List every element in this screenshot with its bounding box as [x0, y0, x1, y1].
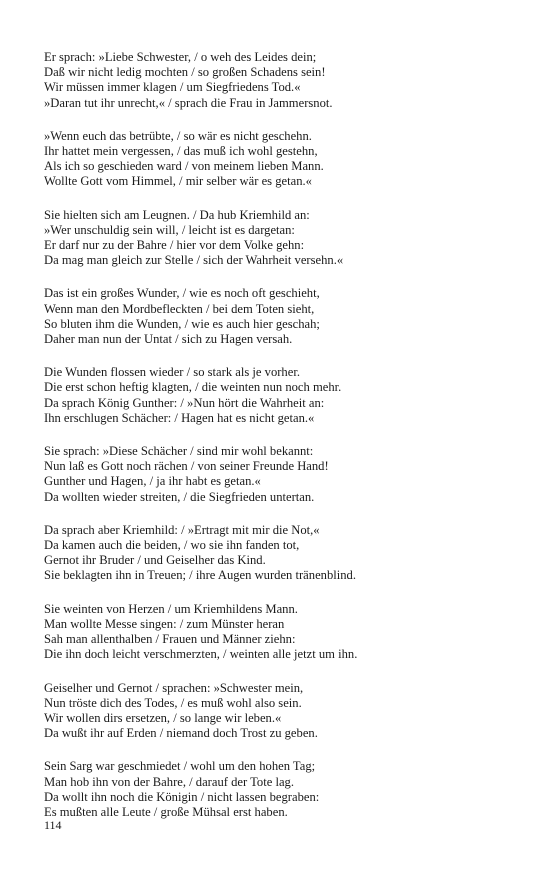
verse-line: Die ihn doch leicht verschmerzten, / weinten alle jetzt um ihn.: [44, 647, 358, 662]
verse-line: Sah man allenthalben / Frauen und Männer ziehn:: [44, 632, 296, 647]
poem-page: [44, 50, 514, 838]
verse-line: Wir wollen dirs ersetzen, / so lange wir leben.«: [44, 710, 282, 725]
verse-line: Gunther und Hagen, / ja ihr habt es getan.«: [44, 474, 261, 489]
stanza-5: [44, 365, 514, 426]
stanza-3: [44, 208, 514, 269]
verse-line: Die erst schon heftig klagten, / die weinten nun noch mehr.: [44, 380, 342, 395]
verse-line: Wir müssen immer klagen / um Siegfriedens Tod.«: [44, 80, 301, 95]
verse-line: Es mußten alle Leute / große Mühsal erst haben.: [44, 804, 288, 819]
page-number: 114: [44, 818, 62, 832]
verse-line: Als ich so geschieden ward / von meinem lieben Mann.: [44, 159, 324, 174]
verse-line: Da mag man gleich zur Stelle / sich der Wahrheit versehn.«: [44, 253, 344, 268]
verse-line: Das ist ein großes Wunder, / wie es noch oft geschieht,: [44, 286, 320, 301]
verse-line: Gernot ihr Bruder / und Geiselher das Kind.: [44, 553, 266, 568]
verse-line: Sie beklagten ihn in Treuen; / ihre Augen wurden tränenblind.: [44, 568, 356, 583]
verse-line: Sie hielten sich am Leugnen. / Da hub Kriemhild an:: [44, 207, 310, 222]
verse-line: »Daran tut ihr unrecht,« / sprach die Frau in Jammersnot.: [44, 95, 333, 110]
verse-line: Wollte Gott vom Himmel, / mir selber wär es getan.«: [44, 174, 312, 189]
verse-line: Geiselher und Gernot / sprachen: »Schwester mein,: [44, 680, 304, 695]
verse-line: Sie weinten von Herzen / um Kriemhildens Mann.: [44, 601, 298, 616]
verse-line: Er darf nur zu der Bahre / hier vor dem Volke gehn:: [44, 238, 305, 253]
verse-line: Er sprach: »Liebe Schwester, / o weh des Leides dein;: [44, 50, 317, 64]
verse-line: Da kamen auch die beiden, / wo sie ihn fanden tot,: [44, 538, 300, 553]
verse-line: Daher man nun der Untat / sich zu Hagen versah.: [44, 332, 293, 347]
verse-line: Ihn erschlugen Schächer: / Hagen hat es nicht getan.«: [44, 410, 315, 425]
verse-line: »Wenn euch das betrübte, / so wär es nicht geschehn.: [44, 128, 312, 143]
verse-line: Die Wunden flossen wieder / so stark als je vorher.: [44, 365, 300, 380]
verse-line: »Wer unschuldig sein will, / leicht ist es dargetan:: [44, 222, 295, 237]
verse-line: Da wußt ihr auf Erden / niemand doch Trost zu geben.: [44, 726, 318, 741]
verse-line: Ihr hattet mein vergessen, / das muß ich wohl gestehn,: [44, 144, 318, 159]
verse-line: Da wollten wieder streiten, / die Siegfrieden untertan.: [44, 489, 315, 504]
stanza-4: [44, 286, 514, 347]
verse-line: Man hob ihn von der Bahre, / darauf der Tote lag.: [44, 774, 294, 789]
verse-line: So bluten ihm die Wunden, / wie es auch hier geschah;: [44, 316, 320, 331]
stanza-10: [44, 759, 514, 820]
stanza-7: [44, 523, 514, 584]
verse-line: Sein Sarg war geschmiedet / wohl um den hohen Tag;: [44, 759, 316, 774]
verse-line: Da sprach aber Kriemhild: / »Ertragt mit mir die Not,«: [44, 522, 320, 537]
verse-line: Wenn man den Mordbefleckten / bei dem Toten sieht,: [44, 301, 315, 316]
verse-line: Nun tröste dich des Todes, / es muß wohl also sein.: [44, 695, 302, 710]
verse-line: Da wollt ihn noch die Königin / nicht lassen begraben:: [44, 789, 320, 804]
verse-line: Nun laß es Gott noch rächen / von seiner Freunde Hand!: [44, 459, 329, 474]
verse-line: Daß wir nicht ledig mochten / so großen Schadens sein!: [44, 65, 326, 80]
verse-line: Da sprach König Gunther: / »Nun hört die Wahrheit an:: [44, 395, 325, 410]
stanza-1: [44, 50, 514, 111]
stanza-8: [44, 602, 514, 663]
stanza-6: [44, 444, 514, 505]
verse-line: Sie sprach: »Diese Schächer / sind mir wohl bekannt:: [44, 444, 314, 459]
stanza-9: [44, 681, 514, 742]
verse-line: Man wollte Messe singen: / zum Münster heran: [44, 616, 285, 631]
stanza-2: [44, 129, 514, 190]
